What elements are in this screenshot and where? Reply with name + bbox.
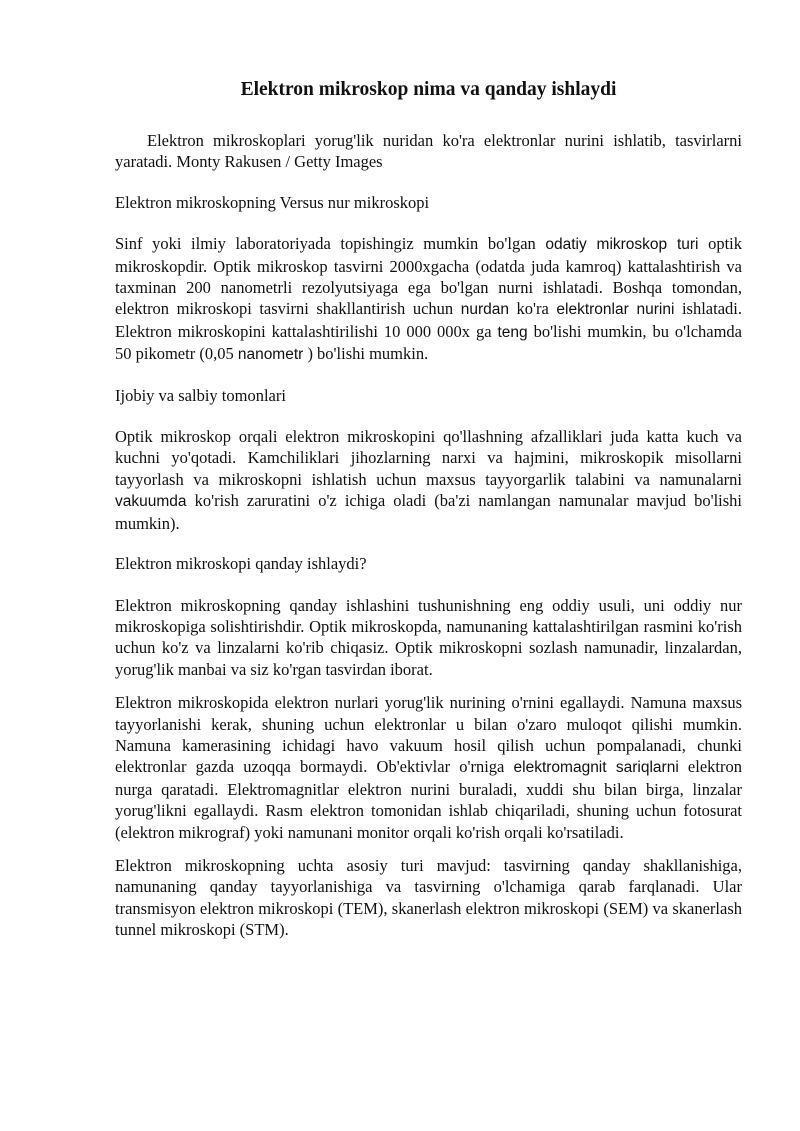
- link-vakuumda[interactable]: vakuumda: [115, 493, 187, 511]
- text-span: elektron nurga qaratadi. Elektromagnitlar elektron nurini buraladi, xuddi shu bilan birga, linzalar yorug'likni egallaydi. Rasm elektron tomonidan ishlab chiqariladi, shuning uchun fotosurat (elektron mikrograf) yoki namunani monitor orqali ko'rish orqali ko'rsatiladi.: [115, 757, 742, 842]
- text-span: ishlatadi. Elektron mikroskopini kattalashtirilishi 10 000 000x ga: [115, 299, 742, 341]
- paragraph-comparison: [115, 233, 742, 365]
- paragraph-how-it-works-2: [115, 692, 742, 843]
- text-span: Sinf yoki ilmiy laboratoriyada topishingiz mumkin bo'lgan: [115, 234, 546, 254]
- heading-comparison: Elektron mikroskopning Versus nur mikroskopi: [115, 192, 430, 212]
- paragraph-how-it-works-1: Elektron mikroskopning qanday ishlashini tushunishning eng oddiy usuli, uni oddiy nur mikroskopiga solishtirishdir. Optik mikroskopda, namunaning kattalashtirilgan rasmini ko'rish uchun ko'z va linzalarni ko'rib chiqasiz. Optik mikroskopni sozlash namunadir, linzalardan, yorug'lik manbai va siz ko'rgan tasvirdan iborat.: [115, 595, 742, 679]
- text-span: Elektron mikroskopida elektron nurlari yorug'lik nurining o'rnini egallaydi. Namuna maxsus tayyorlanishi kerak, shuning uchun elektronlar u bilan o'zaro muloqot qilishi mumkin. Namuna kamerasining ichidagi havo vakuum hosil qilish uchun pompalanadi, chunki elektronlar gazda uzoqqa bormaydi. Ob'ektivlar o'rniga: [115, 693, 742, 777]
- text-span: bo'lishi mumkin, bu o'lchamda 50 pikometr (0,05: [115, 321, 742, 364]
- paragraph-pros-cons: [115, 426, 742, 534]
- text-span: ko'ra: [508, 299, 557, 319]
- paragraph-types: Elektron mikroskopning uchta asosiy turi mavjud: tasvirning qanday shakllanishiga, namunaning qanday tayyorlanishiga va tasvirning o'lchamiga qarab farqlanadi. Ular transmisyon elektron mikroskopi (TEM), skanerlash elektron mikroskopi (SEM) va skanerlash tunnel mikroskopi (STM).: [115, 855, 742, 940]
- link-elektronlar-nurini[interactable]: elektronlar nurini: [556, 301, 675, 319]
- document-page: [115, 78, 742, 941]
- link-odatiy-mikroskop-turi[interactable]: odatiy mikroskop turi: [545, 236, 699, 254]
- heading-pros-cons: Ijobiy va salbiy tomonlari: [115, 385, 286, 405]
- intro-paragraph: Elektron mikroskoplari yorug'lik nuridan ko'ra elektronlar nurini ishlatib, tasvirlarni yaratadi. Monty Rakusen / Getty Images: [115, 131, 742, 172]
- text-span: Optik mikroskop orqali elektron mikroskopini qo'llashning afzalliklari juda katta kuch va kuchni yo'qotadi. Kamchiliklari jihozlarning narxi va hajmini, mikroskopik misollarni tayyorlash va mikroskopni ishlatish uchun maxsus tayyorgarlik talabini va namunalarni: [115, 427, 742, 489]
- heading-how-it-works: Elektron mikroskopi qanday ishlaydi?: [115, 554, 367, 574]
- document-title: Elektron mikroskop nima va qanday ishlaydi: [240, 79, 617, 100]
- text-span: ) bo'lishi mumkin.: [303, 344, 429, 364]
- link-nanometr[interactable]: nanometr: [237, 346, 304, 364]
- link-teng[interactable]: teng: [497, 323, 528, 341]
- link-elektromagnit-sariqlarni[interactable]: elektromagnit sariqlarni: [513, 759, 679, 777]
- text-span: optik mikroskopdir. Optik mikroskop tasvirni 2000xgacha (odatda juda kamroq) kattalashtirish va taxminan 200 nanometrli rezolyutsiyaga ega bo'lgan nurni ishlatadi. Boshqa tomondan, elektron mikroskopi tasvirni shakllantirish uchun: [115, 234, 743, 319]
- link-nurdan[interactable]: nurdan: [460, 301, 509, 319]
- text-span: ko'rish zaruratini o'z ichiga oladi (ba'zi namlangan namunalar mavjud bo'lishi mumkin).: [115, 491, 742, 533]
